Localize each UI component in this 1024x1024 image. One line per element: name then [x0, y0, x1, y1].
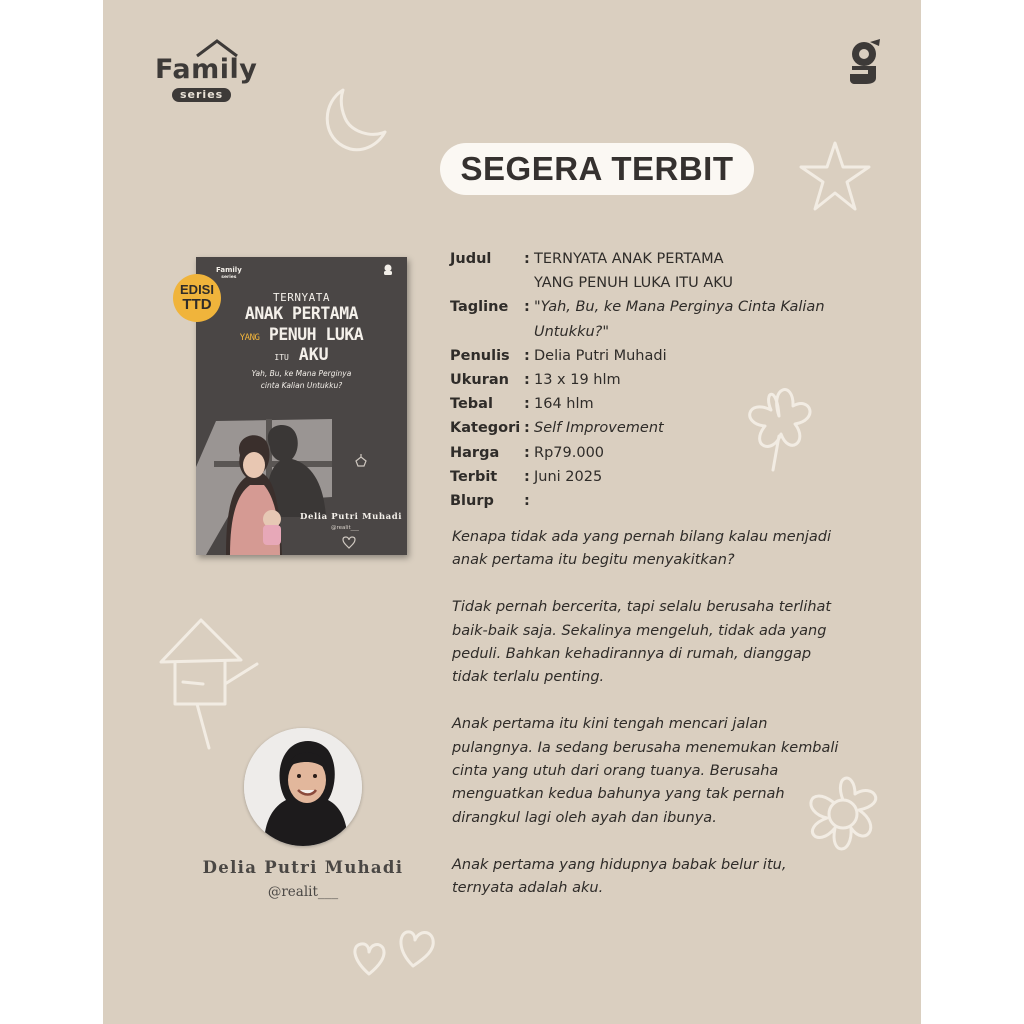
detail-label: Terbit — [450, 468, 498, 485]
blurb-line: tidak terlalu penting. — [452, 669, 605, 686]
blurb-line: cinta yang utuh dari orang tuanya. Berusaha — [452, 763, 779, 780]
house-doodle-icon — [153, 612, 263, 752]
blurb-paragraph — [452, 854, 862, 901]
blurb-line: peduli. Bahkan kehadirannya di rumah, dianggap — [452, 646, 812, 663]
hearts-doodle-icon — [349, 916, 445, 978]
edisi-ttd-badge — [173, 274, 221, 322]
detail-label: Tebal — [450, 396, 493, 413]
book-cover — [196, 257, 407, 555]
detail-row-judul — [450, 247, 870, 295]
detail-row-penulis — [450, 344, 870, 368]
cover-tagline-line1: Yah, Bu, ke Mana Perginya — [251, 369, 352, 378]
blurb-paragraph — [452, 526, 862, 573]
cover-title-line2: ANAK PERTAMA — [244, 304, 359, 323]
blurb-line: Anak pertama yang hidupnya babak belur itu, — [452, 856, 787, 873]
detail-value: Self Improvement — [534, 420, 664, 437]
cover-handle: @realit___ — [331, 525, 359, 531]
detail-value: 164 hlm — [534, 396, 594, 413]
tagline-line1: "Yah, Bu, ke Mana Perginya Cinta Kalian — [534, 299, 825, 316]
badge-line2: TTD — [182, 296, 212, 313]
detail-colon: : — [524, 251, 530, 267]
detail-value — [534, 295, 870, 343]
detail-row-ukuran — [450, 368, 870, 392]
author-avatar — [244, 728, 362, 846]
cover-author: Delia Putri Muhadi — [300, 512, 403, 522]
headline-pill: SEGERA TERBIT — [440, 143, 754, 195]
blurb-line: Kenapa tidak ada yang pernah bilang kalau menjadi — [452, 529, 832, 545]
detail-value: Rp79.000 — [534, 444, 605, 461]
cover-title-penuh-luka: PENUH LUKA — [268, 325, 364, 344]
cover-logo-word: Family — [216, 266, 242, 274]
detail-colon: : — [524, 493, 530, 510]
detail-colon: : — [524, 299, 530, 316]
blurb-line: menguatkan kedua bahunya yang tak pernah — [452, 786, 785, 803]
detail-row-blurp — [450, 489, 870, 513]
blurb-paragraph — [452, 596, 862, 690]
detail-colon: : — [524, 347, 530, 364]
series-word: Family — [155, 54, 258, 85]
detail-label: Judul — [450, 251, 492, 267]
cover-title-yang: YANG — [239, 333, 260, 343]
blurb-line: Anak pertama itu kini tengah mencari jalan — [452, 716, 768, 733]
detail-value: Juni 2025 — [534, 468, 603, 485]
moon-doodle-icon — [313, 84, 393, 156]
book-details — [450, 247, 870, 513]
cover-title-line1: TERNYATA — [273, 291, 330, 304]
judul-line2: YANG PENUH LUKA ITU AKU — [534, 275, 733, 292]
blurb-line: ternyata adalah aku. — [452, 880, 604, 897]
cover-title-itu: ITU — [274, 353, 289, 362]
badge-line1: EDISI — [180, 282, 214, 297]
tagline-line2: Untukku?" — [534, 323, 610, 340]
detail-row-terbit — [450, 465, 870, 489]
cover-logo — [216, 266, 242, 282]
detail-colon: : — [524, 372, 530, 389]
judul-line1: TERNYATA ANAK PERTAMA — [534, 251, 724, 267]
blurb-line: anak pertama itu begitu menyakitkan? — [452, 552, 735, 569]
detail-value: 13 x 19 hlm — [534, 372, 621, 389]
detail-value: Delia Putri Muhadi — [534, 347, 667, 364]
series-tag: series — [172, 88, 231, 102]
cover-tagline-line2: cinta Kalian Untukku? — [260, 381, 343, 390]
blurb-line: baik-baik saja. Sekalinya mengeluh, tidak ada yang — [452, 622, 827, 639]
star-doodle-icon — [795, 137, 875, 217]
detail-label: Kategori — [450, 420, 521, 437]
detail-label: Harga — [450, 444, 500, 461]
cover-g-icon — [383, 264, 393, 276]
detail-colon: : — [524, 420, 530, 437]
author-name: Delia Putri Muhadi — [202, 858, 404, 877]
cover-title-line3 — [196, 325, 407, 344]
detail-colon: : — [524, 468, 530, 485]
blurb-paragraph — [452, 713, 862, 830]
blurb-line: Tidak pernah bercerita, tapi selalu berusaha terlihat — [452, 599, 832, 616]
detail-value — [534, 489, 870, 513]
detail-colon: : — [524, 444, 530, 461]
detail-row-kategori — [450, 416, 870, 440]
detail-label: Blurp — [450, 493, 494, 510]
family-series-logo — [155, 38, 265, 104]
poster — [103, 0, 921, 1024]
detail-row-tagline — [450, 295, 870, 343]
detail-row-harga — [450, 441, 870, 465]
blurb — [452, 526, 862, 924]
detail-value — [534, 247, 870, 295]
detail-label: Tagline — [450, 299, 509, 316]
detail-label: Ukuran — [450, 372, 509, 389]
author-photo — [244, 728, 362, 846]
author-handle: @realit___ — [267, 884, 339, 900]
cover-title-aku: AKU — [298, 345, 329, 364]
cover-title-line4 — [196, 345, 407, 364]
cover-logo-tag: series — [221, 275, 237, 280]
detail-label: Penulis — [450, 347, 510, 364]
detail-row-tebal — [450, 392, 870, 416]
blurb-line: dirangkul lagi oleh ayah dan ibunya. — [452, 809, 717, 826]
g-icon — [846, 38, 886, 84]
detail-colon: : — [524, 396, 530, 413]
blurb-line: pulangnya. Ia sedang berusaha menemukan kembali — [452, 739, 839, 756]
cover-illustration — [196, 407, 407, 555]
